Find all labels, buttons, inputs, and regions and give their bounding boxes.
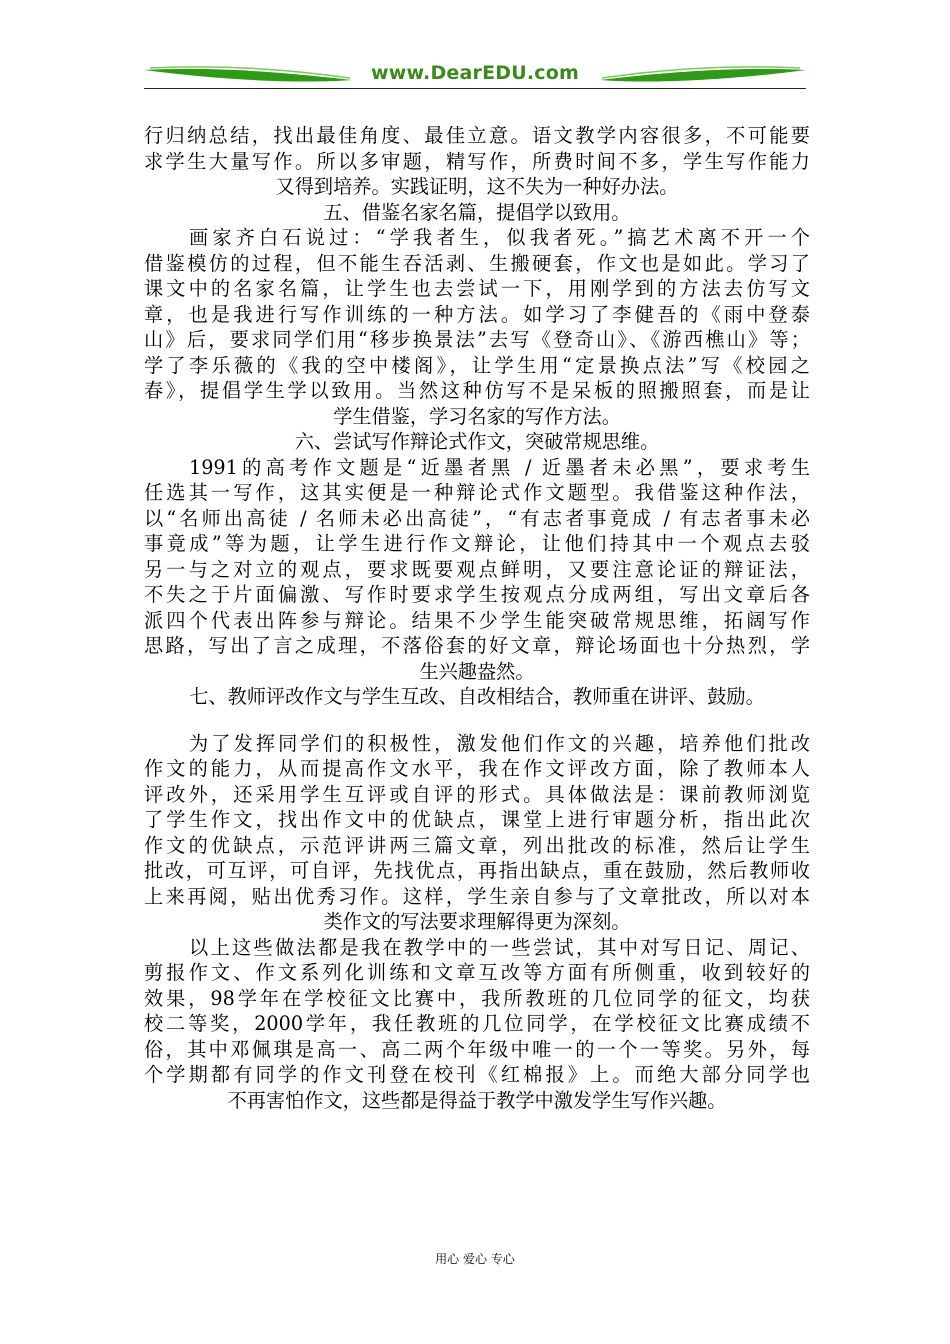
text-line: 任选其一写作，这其实便是一种辩论式作文题型。我借鉴这种作法， [144, 481, 810, 504]
text-line: 了学生作文，找出作文中的优缺点，课堂上进行审题分析，指出此次 [144, 808, 810, 831]
text-line: 以“名师出高徒 / 名师未必出高徒”，“有志者事竟成 / 有志者事未必 [144, 506, 810, 530]
text-line: 效果，98学年在学校征文比赛中，我所教班的几位同学的征文，均获 [144, 986, 810, 1010]
text-line: 批改，可互评，可自评，先找优点，再指出缺点，重在鼓励，然后教师收 [144, 859, 810, 882]
text-line: 山》后，要求同学们用“移步换景法”去写《登奇山》、《游西樵山》等； [144, 328, 810, 351]
text-line: 为了发挥同学们的积极性，激发他们作文的兴趣，培养他们批改 [189, 731, 810, 755]
text-line: 校二等奖，2000学年，我任教班的几位同学，在学校征文比赛成绩不 [144, 1012, 810, 1035]
section-heading [144, 200, 810, 226]
text-line: 课文中的名家名篇，让学生也去尝试一下，用刚学到的方法去仿写文 [144, 277, 810, 300]
text-line: 作文的优缺点，示范评讲两三篇文章，列出批改的标准，然后让学生 [144, 833, 810, 857]
document-body [144, 123, 810, 1113]
text-line: 章，也是我进行写作训练的一种方法。如学习了李健吾的《雨中登泰 [144, 302, 810, 326]
text-line: 上来再阅，贴出优秀习作。这样，学生亲自参与了文章批改，所以对本 [144, 884, 810, 908]
text-line: 思路，写出了言之成理，不落俗套的好文章，辩论场面也十分热烈，学 [144, 634, 810, 657]
text-line: 派四个代表出阵参与辩论。结果不少学生能突破常规思维，拓阔写作 [144, 608, 810, 632]
header-divider [144, 88, 806, 89]
text-line: 行归纳总结，找出最佳角度、最佳立意。语文教学内容很多，不可能要 [144, 124, 810, 147]
text-line: 事竟成”等为题，让学生进行作文辩论，让他们持其中一个观点去驳 [144, 532, 810, 555]
text-line: 六、尝试写作辩论式作文，突破常规思维。 [294, 430, 660, 453]
page-footer: 用心 爱心 专心 [435, 1252, 515, 1266]
text-line: 剪报作文、作文系列化训练和文章互改等方面有所侧重，收到较好的 [144, 961, 810, 984]
paragraph [144, 455, 810, 685]
text-line: 俗，其中邓佩琪是高一、高二两个年级中唯一的一个一等奖。另外，每 [144, 1037, 810, 1061]
section-heading [144, 684, 810, 710]
text-line: 不再害怕作文，这些都是得益于教学中激发学生写作兴趣。 [227, 1088, 727, 1112]
text-line: 七、教师评改作文与学生互改、自改相结合，教师重在讲评、鼓励。 [189, 685, 765, 708]
text-line: 学生借鉴，学习名家的写作方法。 [333, 404, 621, 428]
text-line: 以上这些做法都是我在教学中的一些尝试，其中对写日记、周记、 [189, 935, 810, 959]
text-line: 评改外，还采用学生互评或自评的形式。具体做法是：课前教师浏览 [144, 782, 810, 806]
text-line: 生兴趣盎然。 [419, 659, 535, 683]
paragraph-gap [144, 710, 810, 731]
paragraph [144, 935, 810, 1114]
text-line: 又得到培养。实践证明，这不失为一种好办法。 [275, 175, 679, 198]
paragraph [144, 225, 810, 429]
text-line: 作文的能力，从而提高作文水平，我在作文评改方面，除了教师本人 [144, 757, 810, 780]
site-logo-text: www.DearEDU.com [370, 62, 580, 84]
text-line: 另一与之对立的观点，要求既要观点鲜明，又要注意论证的辩证法， [144, 557, 810, 581]
text-line: 不失之于片面偏激、写作时要求学生按观点分成两组，写出文章后各 [144, 583, 810, 606]
text-line: 学了李乐薇的《我的空中楼阁》，让学生用“定景换点法”写《校园之 [144, 353, 810, 377]
text-line: 借鉴模仿的过程，但不能生吞活剥、生搬硬套，作文也是如此。学习了 [144, 251, 810, 275]
text-line: 春》，提倡学生学以致用。当然这种仿写不是呆板的照搬照套，而是让 [144, 379, 810, 402]
text-line: 画家齐白石说过：“学我者生，似我者死。”搞艺术离不开一个 [189, 226, 810, 249]
text-line: 类作文的写法要求理解得更为深刻。 [323, 910, 631, 933]
paragraph [144, 731, 810, 935]
text-line: 五、借鉴名家名篇，提倡学以致用。 [323, 200, 631, 224]
section-heading [144, 429, 810, 455]
text-line: 个学期都有同学的作文刊登在校刊《红棉报》上。而绝大部分同学也 [144, 1063, 810, 1086]
text-line: 求学生大量写作。所以多审题，精写作，所费时间不多，学生写作能力 [144, 149, 810, 173]
text-line: 1991的高考作文题是“近墨者黑 / 近墨者未必黑”，要求考生 [189, 455, 810, 479]
paragraph [144, 123, 810, 200]
